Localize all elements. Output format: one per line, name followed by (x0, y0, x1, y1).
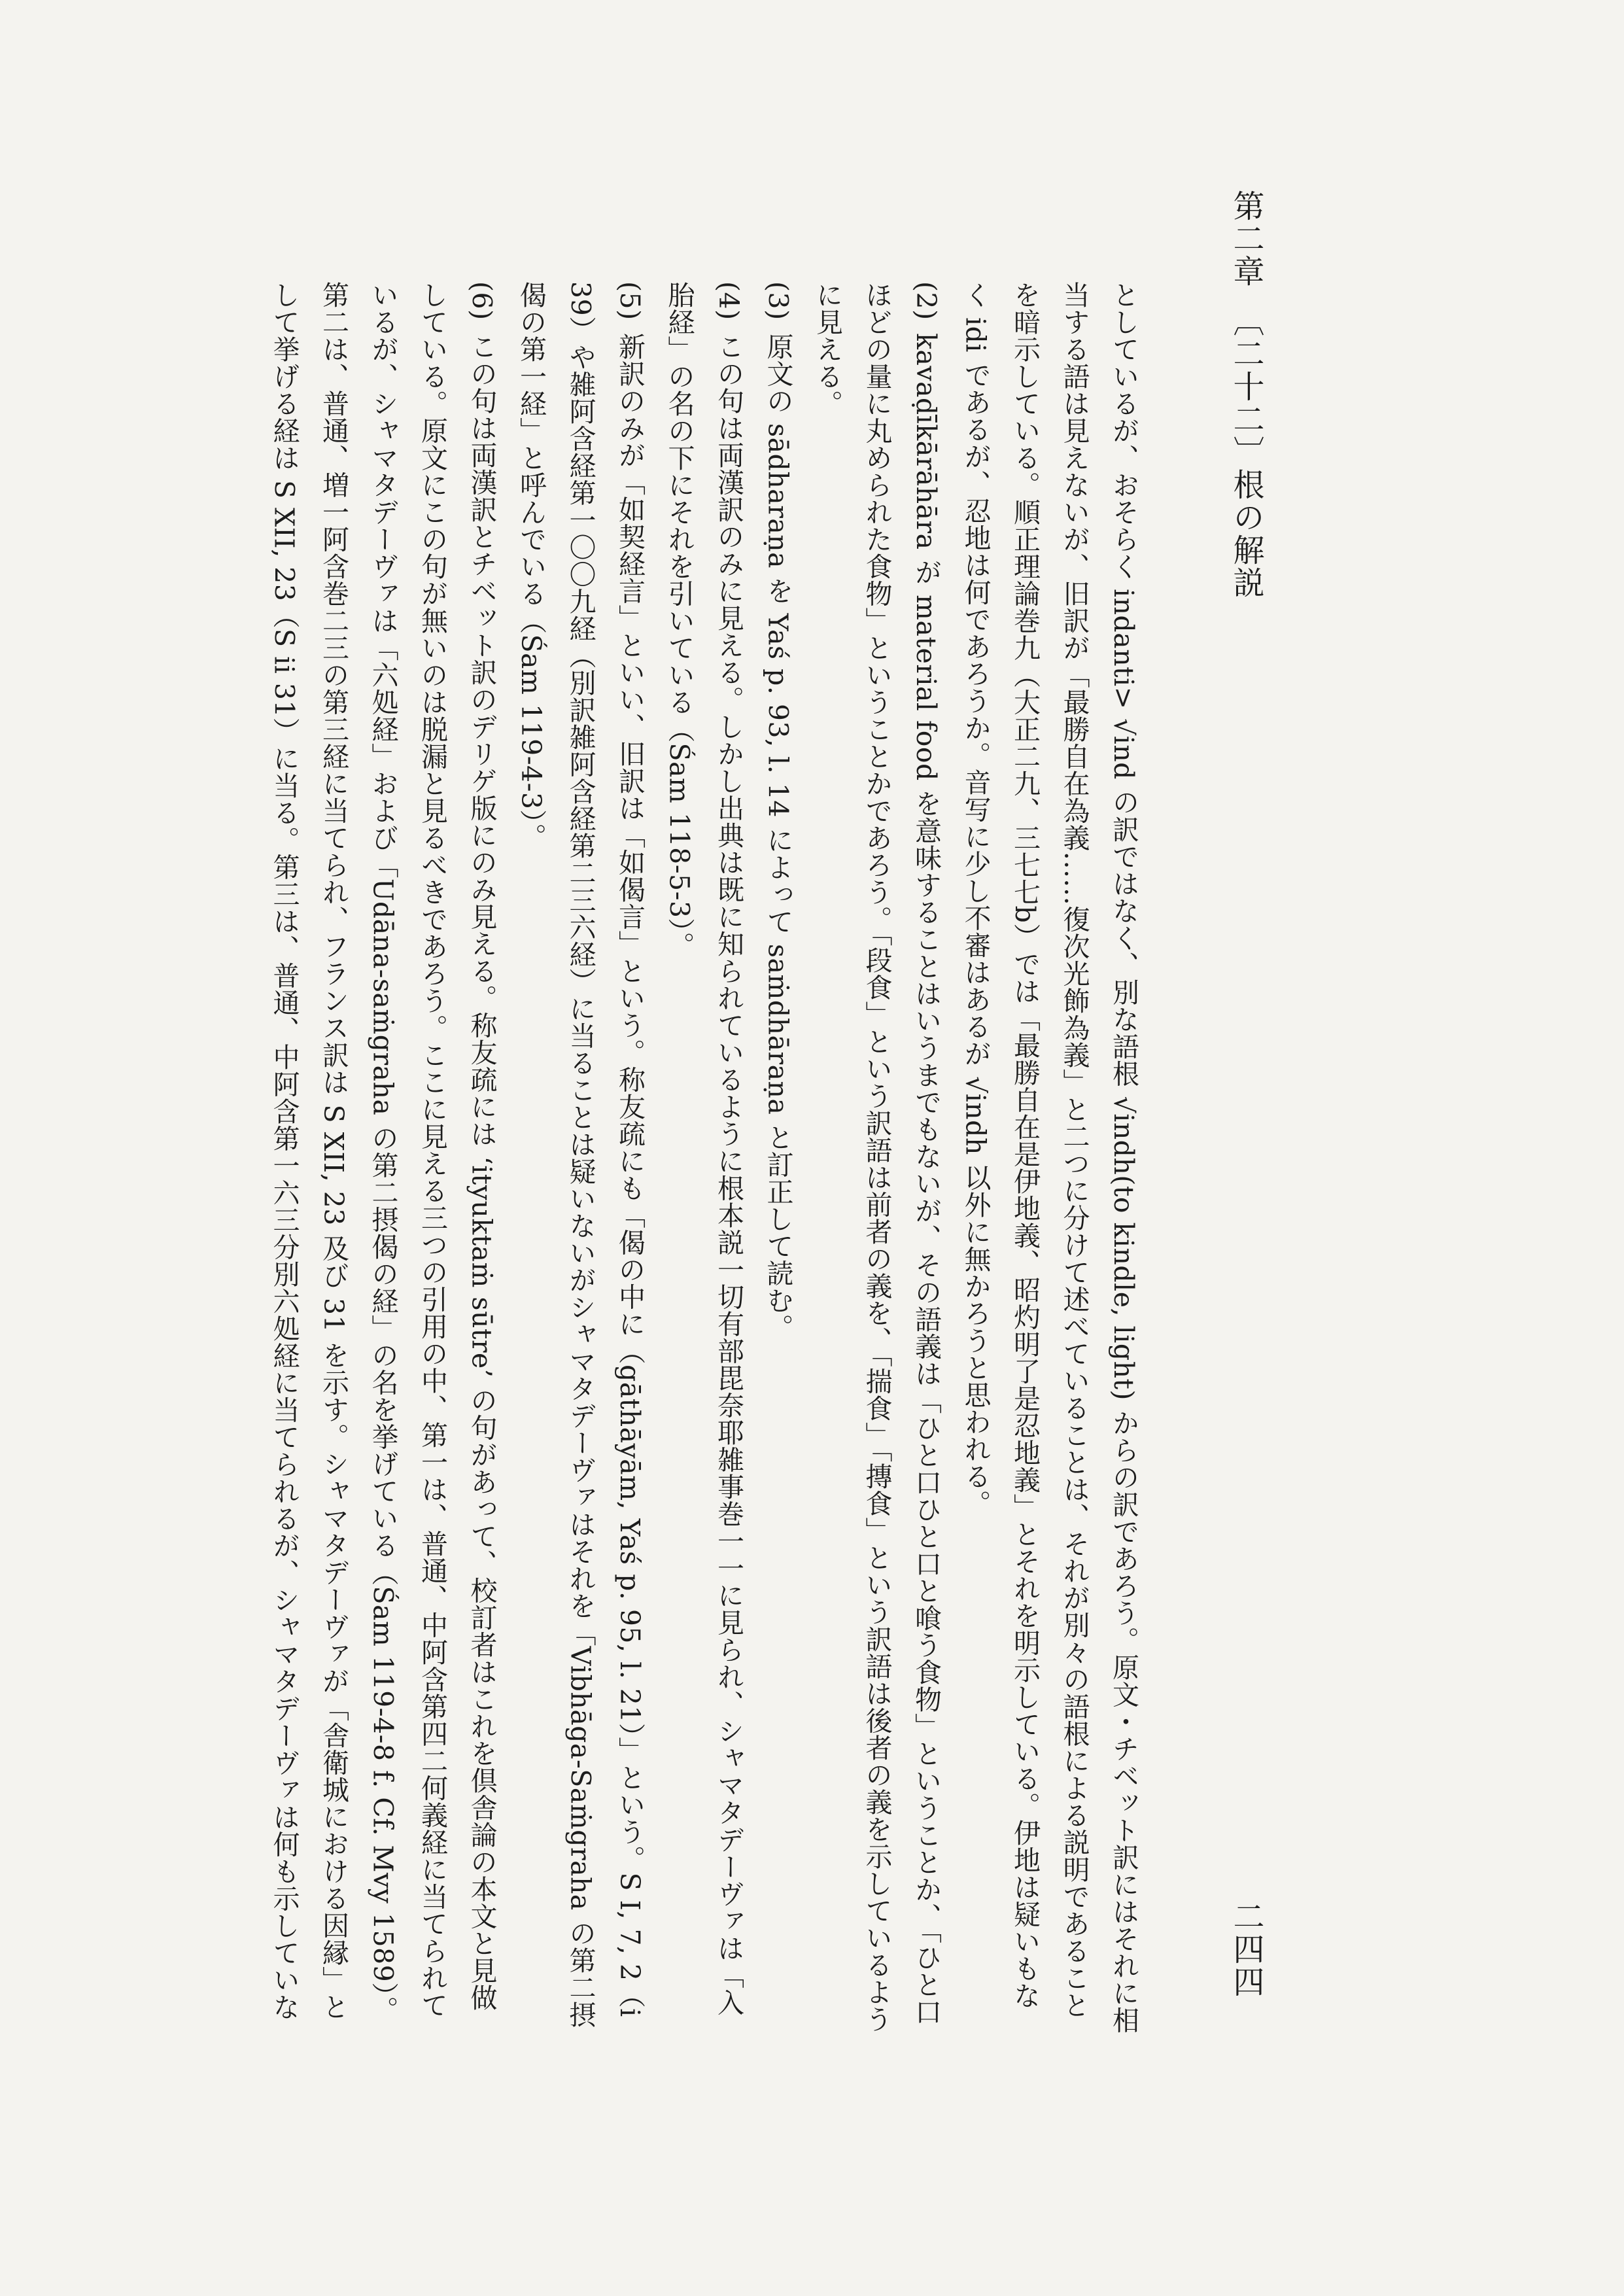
note-5 (506, 281, 655, 2034)
body-text (242, 281, 1148, 2034)
note-number: (6) (466, 281, 498, 321)
note-text: この句は両漢訳とチベット訳のデリゲ版にのみ見える。称友疏には ‘ityuktaṁ sūtre’ の句があって、校訂者はこれを倶舎論の本文と見做している。原文にこの句が無いのは脱漏と見るべきであろう。ここに見える三つの引用の中、第一は、普通、中阿含第四二何義経に当てられているが、シャマタデーヴァは「六処経」および「Udāna-saṁgraha の第二摂偈の経」の名を挙げている（Śam 119-4-8 f. Cf. Mvy 1589）。第二は、普通、増一阿含巻二三の第三経に当てられ、フランス訳は S XII, 23 及び 31 を示す。シャマタデーヴァが「舎衛城における因縁」として挙げる経は S XII, 23（S ii 31）に当る。第三は、普通、中阿含第一六三分別六処経に当てられるが、シャマタデーヴァは何も示していな (268, 281, 498, 2023)
note-number: (3) (762, 281, 794, 321)
note-4 (654, 281, 753, 2034)
note-6 (259, 281, 506, 2034)
page-number: 二四四 (1228, 1900, 1264, 1998)
note-text: 新訳のみが「如契経言」といい、旧訳は「如偈言」という。称友疏にも「偈の中に（gāthāyām, Yaś p. 95, l. 21）」という。S I, 7, 2（i 39）や雑阿含経第一〇〇九経（別訳雑阿含経第二三六経）に当ることは疑いないがシャマタデーヴァはそれを「Vibhāga-Saṁgraha の第二摂偈の第一経」と呼んでいる（Śam 119-4-3）。 (515, 281, 646, 2028)
note-3 (753, 281, 803, 2034)
running-header: 第二章 〔二十二〕根の解説 (1228, 190, 1264, 599)
note-2 (803, 281, 951, 2034)
note-number: (5) (614, 281, 646, 321)
lead-paragraph: としているが、おそらく indanti> √ind の訳ではなく、別な語根 √indh(to kindle, light) からの訳であろう。原文・チベット訳にはそれに相当する語は見えないが、旧訳が「最勝自在為義……復次光飾為義」と二つに分けて述べていることは、それが別々の語根による説明であることを暗示している。順正理論巻九（大正二九、三七七b）では「最勝自在是伊地義、昭灼明了是忍地義」とそれを明示している。伊地は疑いもなく idi であるが、忍地は何であろうか。音写に少し不審はあるが √indh 以外に無かろうと思われる。 (959, 281, 1139, 2034)
note-text: この句は両漢訳のみに見える。しかし出典は既に知られているように根本説一切有部毘奈耶雑事巻一一に見られ、シャマタデーヴァは「入胎経」の名の下にそれを引いている（Śam 118-5-3）。 (663, 281, 744, 2017)
note-text: kavaḍīkārāhāra が material food を意味することはいうまでもないが、その語義は「ひと口ひと口と喰う食物」ということか、「ひと口ほどの量に丸められた食物」ということかであろう。「段食」という訳語は前者の義を、「揣食」「摶食」という訳語は後者の義を示しているように見える。 (812, 281, 942, 2033)
note-number: (2) (910, 281, 942, 321)
note-text: 原文の sādharaṇa を Yaś p. 93, l. 14 によって saṁdhāraṇa と訂正して読む。 (762, 333, 794, 1341)
note-number: (4) (713, 281, 744, 321)
